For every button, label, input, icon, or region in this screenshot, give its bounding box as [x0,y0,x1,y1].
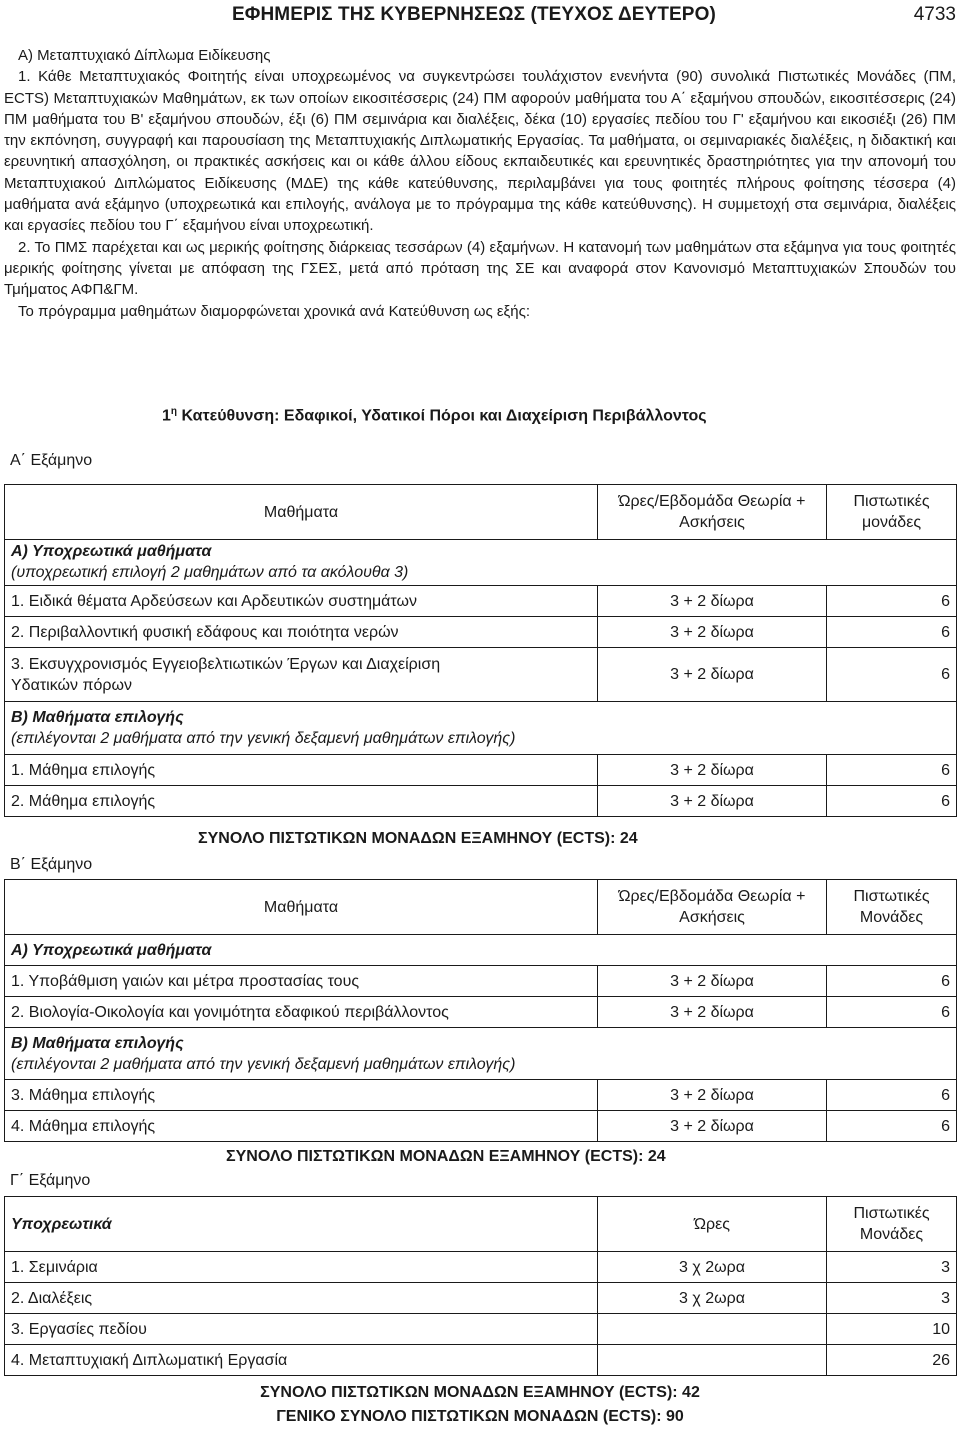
semester-c-total: ΣΥΝΟΛΟ ΠΙΣΤΩΤΙΚΩΝ ΜΟΝΑΔΩΝ ΕΞΑΜΗΝΟΥ (ECTS): 42 [260,1384,700,1401]
table-row: 2. Διαλέξεις 3 χ 2ωρα 3 [5,1283,957,1314]
header-hours: Ώρες/Εβδομάδα Θεωρία + Ασκήσεις [598,485,827,540]
table-row: 3. Μάθημα επιλογής 3 + 2 δίωρα 6 [5,1080,957,1111]
section-heading: Α) Μεταπτυχιακό Δίπλωμα Ειδίκευσης [18,47,271,64]
semester-b-label: Β΄ Εξάμηνο [10,856,93,873]
elective-heading-row [5,1028,957,1080]
semester-c-label: Γ΄ Εξάμηνο [10,1172,91,1189]
elective-heading-row [5,702,957,755]
intro-text [4,45,956,322]
paragraph-2: 2. Το ΠΜΣ παρέχεται και ως μερικής φοίτησης διάρκειας τεσσάρων (4) εξαμήνων. Η κατανομή των μαθημάτων στα εξάμηνα για τους φοιτητές μερικής φοίτησης γίνεται με απόφαση της ΓΣΕΣ, μετά από πρόταση της ΣΕ και αναφορά στον Κανονισμό Μεταπτυχιακών Σπουδών του Τμήματος ΑΦΠ&ΓΜ. [4,238,956,299]
mandatory-heading-row [5,540,957,586]
table-row: 4. Μεταπτυχιακή Διπλωματική Εργασία 26 [5,1345,957,1376]
page-header [0,4,960,26]
header-courses: Μαθήματα [5,485,598,540]
mandatory-title: Α) Υποχρεωτικά μαθήματα [11,543,212,560]
table-row: 1. Ειδικά θέματα Αρδεύσεων και Αρδευτικών συστημάτων 3 + 2 δίωρα 6 [5,586,957,617]
table-header-row [5,1197,957,1252]
table-row: 3. Εργασίες πεδίου 10 [5,1314,957,1345]
table-row: 1. Μάθημα επιλογής 3 + 2 δίωρα 6 [5,755,957,786]
gazette-title: ΕΦΗΜΕΡΙΣ ΤΗΣ ΚΥΒΕΡΝΗΣΕΩΣ (ΤΕΥΧΟΣ ΔΕΥΤΕΡΟ) [232,4,716,25]
elective-title: Β) Μαθήματα επιλογής [11,1034,184,1052]
grand-total: ΓΕΝΙΚΟ ΣΥΝΟΛΟ ΠΙΣΤΩΤΙΚΩΝ ΜΟΝΑΔΩΝ (ECTS): 90 [276,1408,684,1425]
direction-title: $1^\eta$ Κατεύθυνση: Εδαφικοί, Υδατικοί Πόροι και Διαχείριση Περιβάλλοντος [162,406,707,425]
table-row: 3. Εκσυγχρονισμός Εγγειοβελτιωτικών Έργων και Διαχείριση Υδατικών πόρων 3 + 2 δίωρα 6 [5,648,957,702]
table-row: 2. Βιολογία-Οικολογία και γονιμότητα εδαφικού περιβάλλοντος 3 + 2 δίωρα 6 [5,997,957,1028]
header-credits: Πιστωτικές Μονάδες [827,880,957,935]
table-row: 4. Μάθημα επιλογής 3 + 2 δίωρα 6 [5,1111,957,1142]
mandatory-title: Α) Υποχρεωτικά μαθήματα [5,935,957,966]
table-header-row [5,485,957,540]
elective-note: (επιλέγονται 2 μαθήματα από την γενική δεξαμενή μαθημάτων επιλογής) [11,730,516,747]
header-hours: Ώρες [598,1197,827,1252]
table-row: 1. Υποβάθμιση γαιών και μέτρα προστασίας τους 3 + 2 δίωρα 6 [5,966,957,997]
semester-a-total: ΣΥΝΟΛΟ ΠΙΣΤΩΤΙΚΩΝ ΜΟΝΑΔΩΝ ΕΞΑΜΗΝΟΥ (ECTS): 24 [198,830,638,847]
header-credits: Πιστωτικές μονάδες [827,485,957,540]
page-number: 4733 [913,4,956,25]
header-mandatory: Υποχρεωτικά [5,1197,598,1252]
elective-note: (επιλέγονται 2 μαθήματα από την γενική δεξαμενή μαθημάτων επιλογής) [11,1055,516,1073]
mandatory-heading-row [5,935,957,966]
header-hours: Ώρες/Εβδομάδα Θεωρία + Ασκήσεις [598,880,827,935]
paragraph-3: Το πρόγραμμα μαθημάτων διαμορφώνεται χρονικά ανά Κατεύθυνση ως εξής: [18,302,530,320]
header-credits: Πιστωτικές Μονάδες [827,1197,957,1252]
table-header-row [5,880,957,935]
table-row: 1. Σεμινάρια 3 χ 2ωρα 3 [5,1252,957,1283]
semester-a-table [4,484,957,817]
header-courses: Μαθήματα [5,880,598,935]
semester-a-label: Α΄ Εξάμηνο [10,452,93,469]
elective-title: Β) Μαθήματα επιλογής [11,709,184,726]
table-row: 2. Μάθημα επιλογής 3 + 2 δίωρα 6 [5,786,957,817]
semester-b-table [4,879,957,1142]
mandatory-note: (υποχρεωτική επιλογή 2 μαθημάτων από τα ακόλουθα 3) [11,564,409,581]
paragraph-1: 1. Κάθε Μεταπτυχιακός Φοιτητής είναι υποχρεωμένος να συγκεντρώσει τουλάχιστον ενενήντα (90) συνολικά Πιστωτικές Μονάδες (ΠΜ, ECTS) Μεταπτυχιακών Μαθημάτων, εκ των οποίων εικοσιτέσσερις (24) ΠΜ αφορούν μαθήματα του Α΄ εξαμήνου σπουδών, εικοσιτέσσερις (24) ΠΜ μαθήματα του Β' εξαμήνου σπουδών, έξι (6) ΠΜ σεμινάρια και διαλέξεις, δέκα (10) εργασίες πεδίου του Γ' εξαμήνου και εικοσιέξι (26) ΠΜ την εκπόνηση, συγγραφή και παρουσίαση της Μεταπτυχιακής Διπλωματικής Εργασίας. Τα μαθήματα, οι σεμιναριακές διαλέξεις, η διδακτική και ερευνητική απασχόληση, οι πρακτικές ασκήσεις και οι κάθε άλλου είδους εκπαιδευτικές και ερευνητικές δραστηριότητες για την απονομή του Μεταπτυχιακού Διπλώματος Ειδίκευσης (ΜΔΕ) της κάθε κατεύθυνσης, περιλαμβάνει για τους φοιτητές πλήρους φοίτησης τέσσερα (4) μαθήματα ανά εξάμηνο (υποχρεωτικά και επιλογής, ανάλογα με το πρόγραμμα της κάθε κατεύθυνσης). Η συμμετοχή στα σεμινάρια, διαλέξεις και εργασίες πεδίου του Γ΄ εξαμήνου είναι υποχρεωτική. [4,68,956,235]
semester-b-total: ΣΥΝΟΛΟ ΠΙΣΤΩΤΙΚΩΝ ΜΟΝΑΔΩΝ ΕΞΑΜΗΝΟΥ (ECTS): 24 [226,1148,666,1165]
table-row: 2. Περιβαλλοντική φυσική εδάφους και ποιότητα νερών 3 + 2 δίωρα 6 [5,617,957,648]
semester-c-table [4,1196,957,1376]
